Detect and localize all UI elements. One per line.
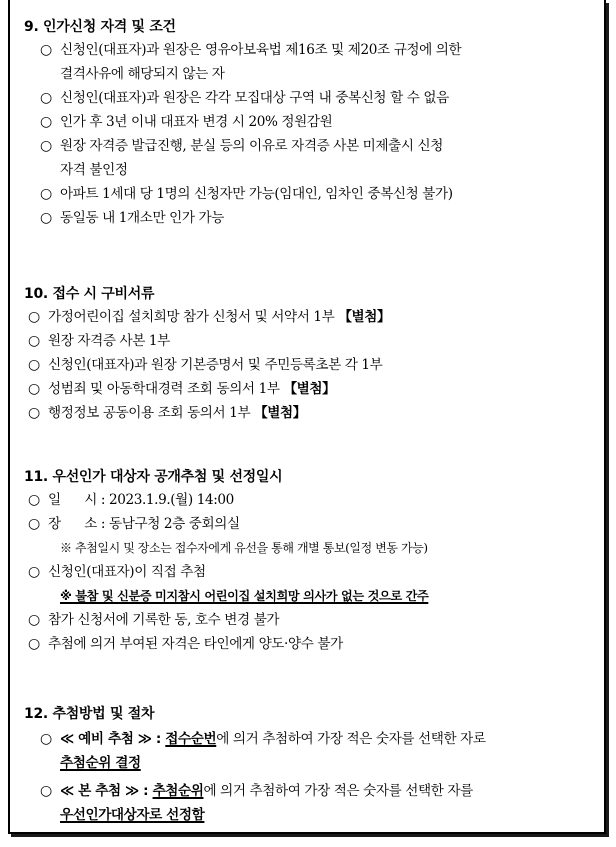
circle-bullet-icon: ○ xyxy=(28,564,40,580)
list-item-pre-draw: ○ ≪ 예비 추첨 ≫ : 접수순번에 의거 추첨하여 가장 적은 숫자를 선택한 자로 추첨순위 결정 xyxy=(24,727,594,775)
section-11 xyxy=(24,466,594,656)
list-item: ○ 신청인(대표자)과 원장 기본증명서 및 주민등록초본 각 1부 xyxy=(24,353,594,377)
circle-bullet-icon: ○ xyxy=(40,731,52,747)
circle-bullet-icon: ○ xyxy=(40,210,52,226)
absence-warning-note: ※ 불참 및 신분증 미지참시 어린이집 설치희망 의사가 없는 것으로 간주 xyxy=(60,589,429,603)
list-item-place: ○ 장 소 : 동남구청 2층 중회의실 xyxy=(24,512,594,536)
circle-bullet-icon: ○ xyxy=(28,357,40,373)
list-item: ○ 신청인(대표자)과 원장은 영유아보육법 제16조 및 제20조 규정에 의한 결격사유에 해당되지 않는 자 xyxy=(24,38,594,86)
circle-bullet-icon: ○ xyxy=(40,42,52,58)
circle-bullet-icon: ○ xyxy=(28,612,40,628)
list-item: ○ 가정어린이집 설치희망 참가 신청서 및 서약서 1부 【별첨】 xyxy=(24,305,594,329)
list-item: ○ 아파트 1세대 당 1명의 신청자만 가능(임대인, 임차인 중복신청 불가) xyxy=(24,182,594,206)
schedule-note: ※ 추첨일시 및 장소는 접수자에게 유선을 통해 개별 통보(일정 변동 가능) xyxy=(60,541,428,555)
list-item: ○ 신청인(대표자)과 원장은 각각 모집대상 구역 내 중복신청 할 수 없음 xyxy=(24,86,594,110)
attachment-tag: 【별첨】 xyxy=(283,381,336,397)
list-item-date: ○ 일 시 : 2023.1.9.(월) 14:00 xyxy=(24,488,594,512)
attachment-tag: 【별첨】 xyxy=(254,405,306,421)
circle-bullet-icon: ○ xyxy=(28,333,40,349)
section-12-title: 12. 추첨방법 및 절차 xyxy=(24,706,155,722)
list-item: ○ 동일동 내 1개소만 인가 가능 xyxy=(24,206,594,230)
list-item: ○ 성범죄 및 아동학대경력 조회 동의서 1부 【별첨】 xyxy=(24,377,594,401)
circle-bullet-icon: ○ xyxy=(28,309,40,325)
circle-bullet-icon: ○ xyxy=(28,405,40,421)
circle-bullet-icon: ○ xyxy=(40,114,52,130)
section-12 xyxy=(24,703,594,827)
section-10-title: 10. 접수 시 구비서류 xyxy=(24,286,155,302)
list-item: ○ 원장 자격증 발급진행, 분실 등의 이유로 자격증 사본 미제출시 신청 자격 불인정 xyxy=(24,134,594,182)
list-item: ○ 원장 자격증 사본 1부 xyxy=(24,329,594,353)
circle-bullet-icon: ○ xyxy=(40,783,52,799)
list-item: ○ 신청인(대표자)이 직접 추첨 xyxy=(24,560,594,584)
circle-bullet-icon: ○ xyxy=(28,381,40,397)
circle-bullet-icon: ○ xyxy=(40,186,52,202)
list-item: ○ 인가 후 3년 이내 대표자 변경 시 20% 정원감원 xyxy=(24,110,594,134)
section-10 xyxy=(24,283,594,425)
list-item: ○ 추첨에 의거 부여된 자격은 타인에게 양도·양수 불가 xyxy=(24,632,594,656)
section-9 xyxy=(24,16,594,230)
list-item: ○ 행정정보 공동이용 조회 동의서 1부 【별첨】 xyxy=(24,401,594,425)
circle-bullet-icon: ○ xyxy=(40,138,52,154)
circle-bullet-icon: ○ xyxy=(28,516,40,532)
attachment-tag: 【별첨】 xyxy=(338,309,391,325)
circle-bullet-icon: ○ xyxy=(28,636,40,652)
circle-bullet-icon: ○ xyxy=(40,90,52,106)
list-item: ○ 참가 신청서에 기록한 동, 호수 변경 불가 xyxy=(24,608,594,632)
circle-bullet-icon: ○ xyxy=(28,492,40,508)
list-item-main-draw: ○ ≪ 본 추첨 ≫ : 추첨순위에 의거 추첨하여 가장 적은 숫자를 선택한 자를 우선인가대상자로 선정함 xyxy=(24,779,594,827)
section-11-title: 11. 우선인가 대상자 공개추첨 및 선정일시 xyxy=(24,469,283,485)
section-9-title: 9. 인가신청 자격 및 조건 xyxy=(24,19,176,35)
